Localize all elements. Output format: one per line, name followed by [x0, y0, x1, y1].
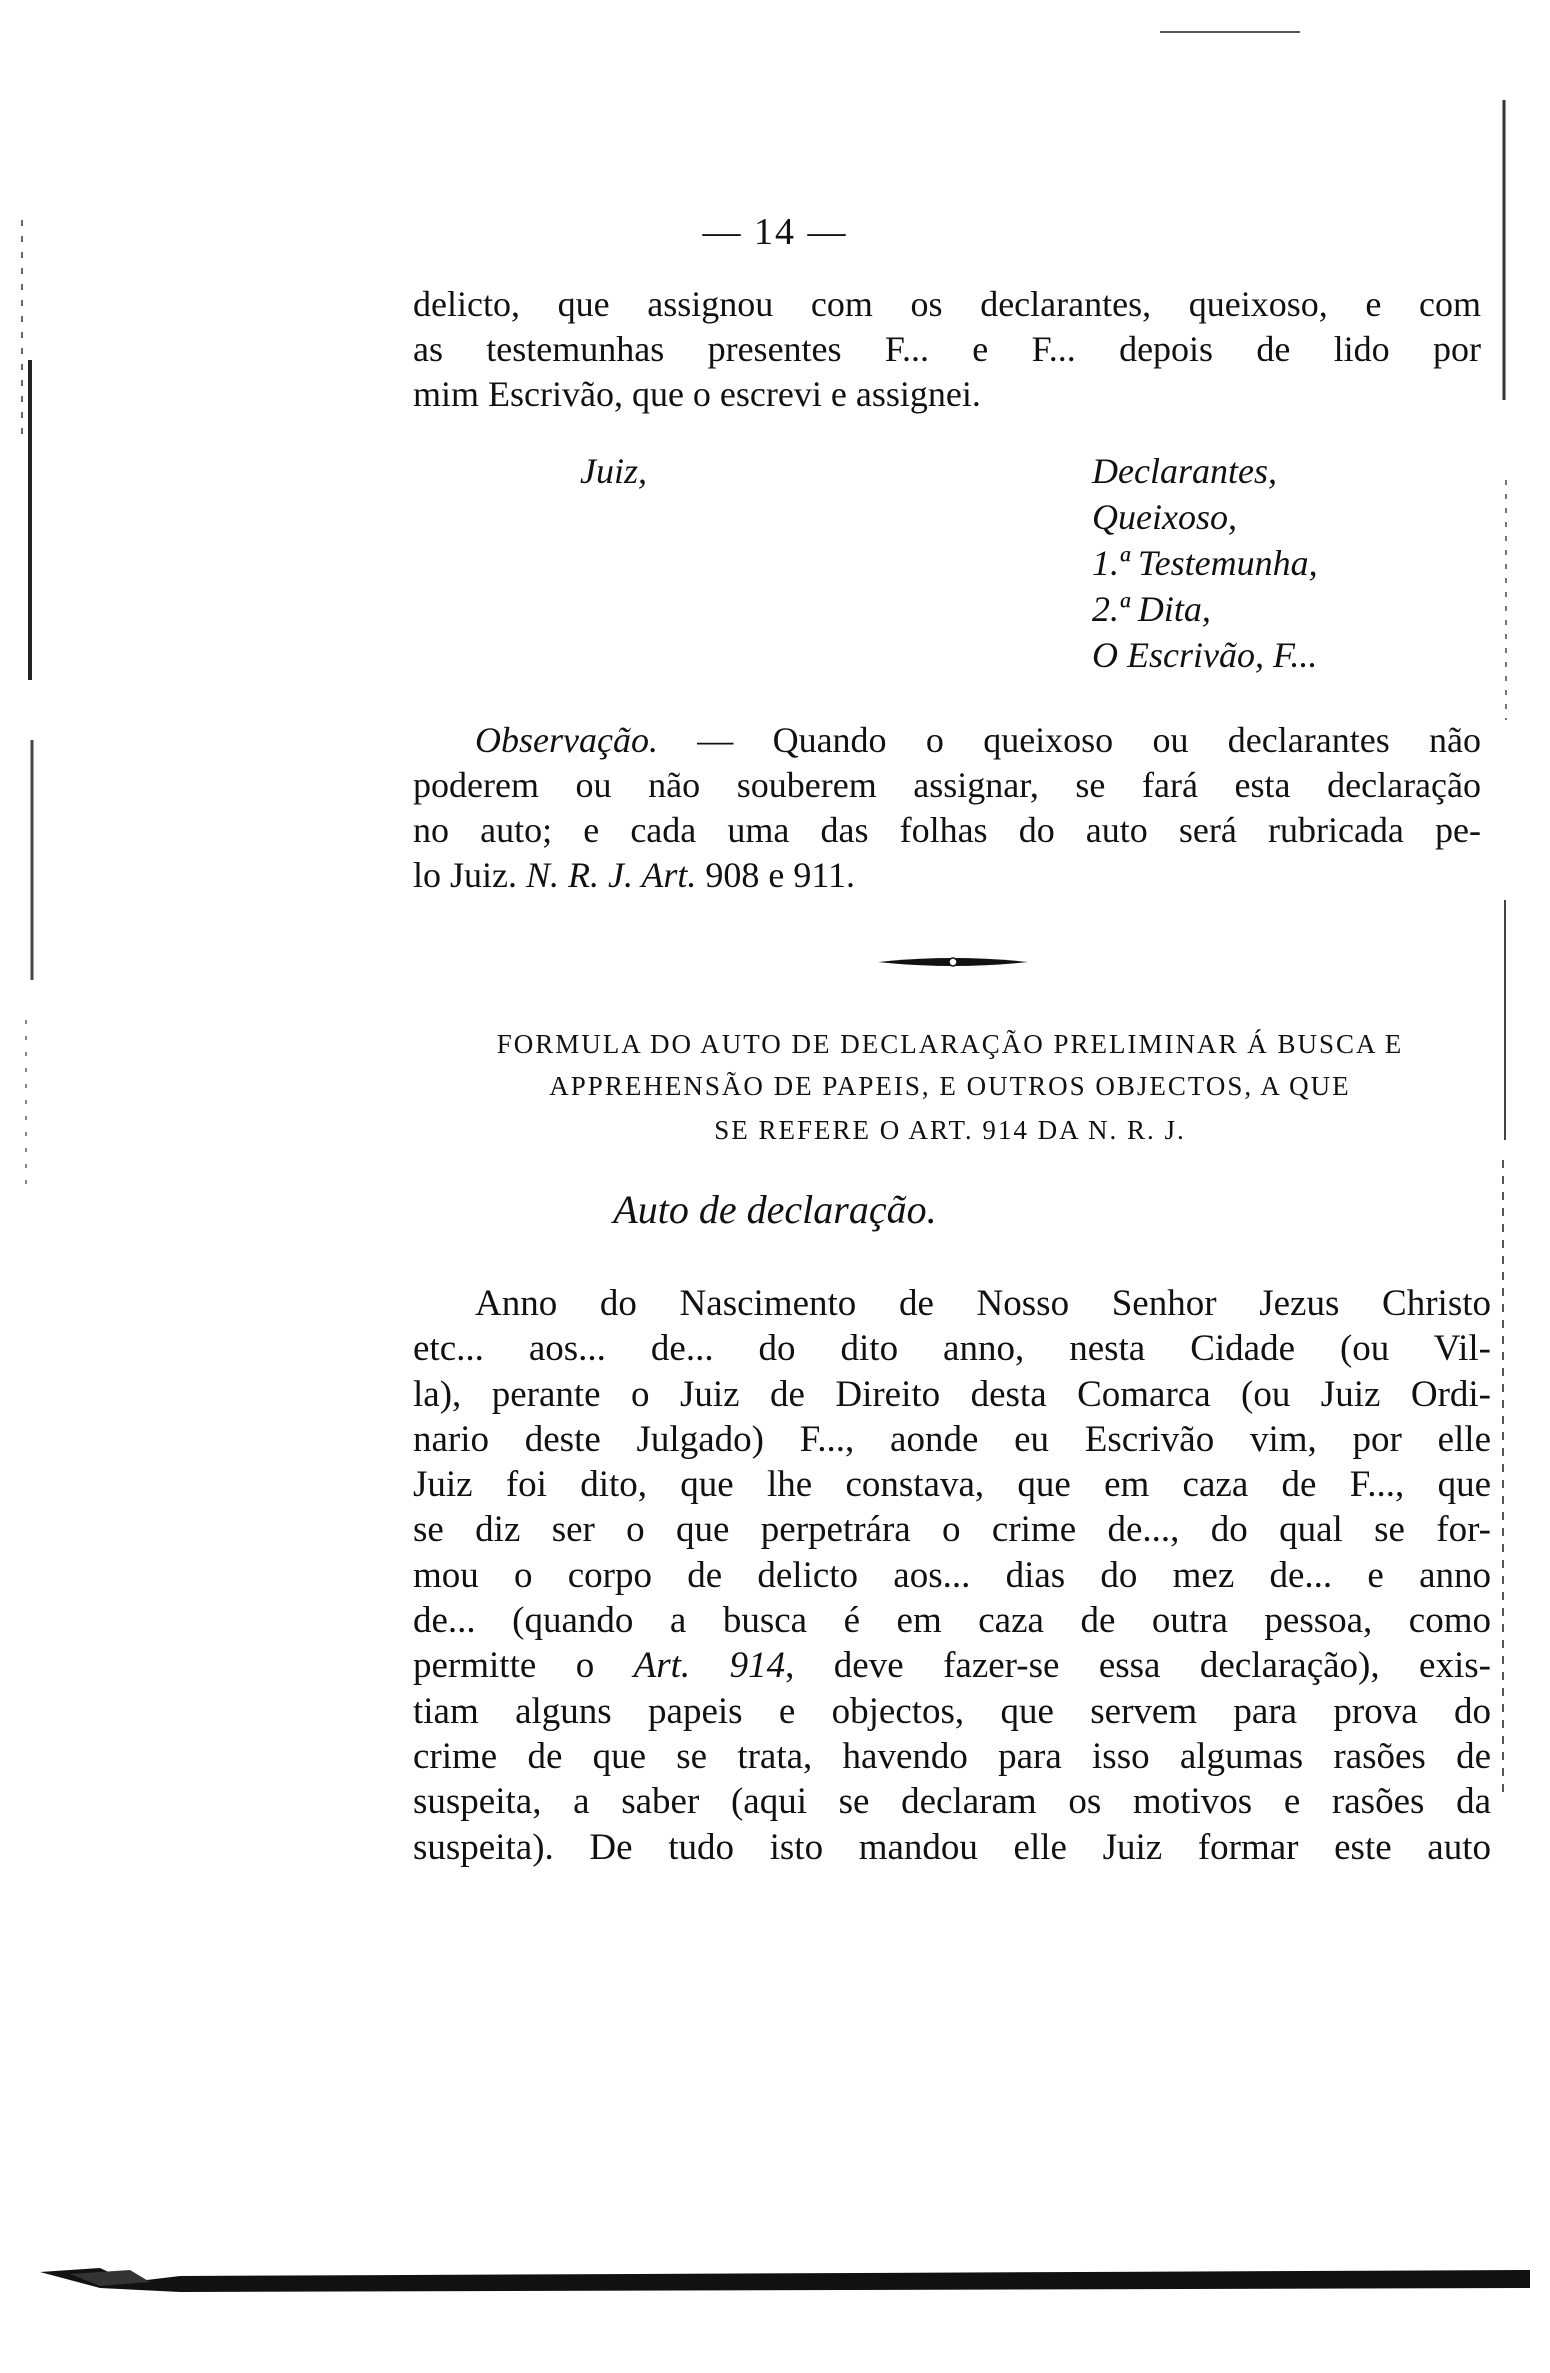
text-line: de... (quando a busca é em caza de outra pessoa, como	[413, 1600, 1491, 1642]
text-line: as testemunhas presentes F... e F... depois de lido por	[413, 329, 1481, 369]
signature-clerk: O Escrivão, F...	[1092, 635, 1318, 675]
law-reference: N. R. J. Art.	[526, 855, 697, 895]
observation-paragraph	[413, 718, 1481, 898]
section-heading-line: APPREHENSÃO DE PAPEIS, E OUTROS OBJECTOS, A QUE	[549, 1071, 1351, 1101]
signature-declarants: Declarantes,	[1092, 451, 1277, 491]
section-heading-line: SE REFERE O ART. 914 DA N. R. J.	[714, 1115, 1186, 1145]
body-text: , deve fazer-se essa declaração), exis-	[785, 1645, 1491, 1687]
scan-edge-left	[18, 220, 40, 1190]
text-line: no auto; e cada uma das folhas do auto será rubricada pe-	[413, 810, 1481, 850]
text-line: suspeita, a saber (aqui se declaram os motivos e rasões da	[413, 1781, 1491, 1823]
text-line: Juiz foi dito, que lhe constava, que em caza de F..., que	[413, 1464, 1491, 1506]
section-subtitle: Auto de declaração.	[613, 1187, 937, 1232]
text-line: suspeita). De tudo isto mandou elle Juiz formar este auto	[413, 1826, 1491, 1868]
text-line: delicto, que assignou com os declarantes, queixoso, e com	[413, 284, 1481, 324]
text-line: mim Escrivão, que o escrevi e assignei.	[413, 374, 981, 414]
paragraph-closing	[413, 282, 1481, 417]
text-line	[413, 1643, 1491, 1688]
text-line: nario deste Julgado) F..., aonde eu Escrivão vim, por elle	[413, 1418, 1491, 1460]
text-line: la), perante o Juiz de Direito desta Comarca (ou Juiz Ordi-	[413, 1373, 1491, 1415]
observation-label: Observação.	[475, 720, 658, 760]
text-line: etc... aos... de... do dito anno, nesta Cidade (ou Vil-	[413, 1328, 1491, 1370]
signature-judge: Juiz,	[580, 451, 647, 491]
text-line: crime de que se trata, havendo para isso algumas rasões de	[413, 1735, 1491, 1777]
signature-list	[1092, 448, 1318, 678]
observation-text: — Quando o queixoso ou declarantes não	[657, 720, 1481, 760]
observation-text: lo Juiz.	[413, 855, 526, 895]
signature-witness-1: 1.ª Testemunha,	[1092, 543, 1318, 583]
section-divider-ornament	[878, 956, 1028, 968]
text-line: mou o corpo de delicto aos... dias do mez de... e anno	[413, 1554, 1491, 1596]
body-text: permitte o	[413, 1645, 634, 1687]
text-line: se diz ser o que perpetrára o crime de..., do qual se for-	[413, 1509, 1491, 1551]
text-line: poderem ou não souberem assignar, se fará esta declaração	[413, 765, 1481, 805]
page-number: — 14 —	[702, 211, 848, 253]
scan-bottom-edge	[40, 2258, 1530, 2298]
text-line: Anno do Nascimento de Nosso Senhor Jezus Christo	[475, 1283, 1491, 1324]
text-line	[413, 718, 1481, 763]
observation-text: 908 e 911.	[696, 855, 855, 895]
scan-rule	[1160, 31, 1300, 33]
body-paragraph	[413, 1281, 1491, 1870]
law-reference: Art. 914	[633, 1645, 786, 1687]
text-line	[413, 853, 1481, 898]
signature-witness-2: 2.ª Dita,	[1092, 589, 1211, 629]
text-line: tiam alguns papeis e objectos, que servem para prova do	[413, 1690, 1491, 1732]
scan-edge-right	[1500, 100, 1514, 1800]
section-heading-line: FORMULA DO AUTO DE DECLARAÇÃO PRELIMINAR Á BUSCA E	[496, 1029, 1404, 1059]
signature-complainant: Queixoso,	[1092, 497, 1237, 537]
